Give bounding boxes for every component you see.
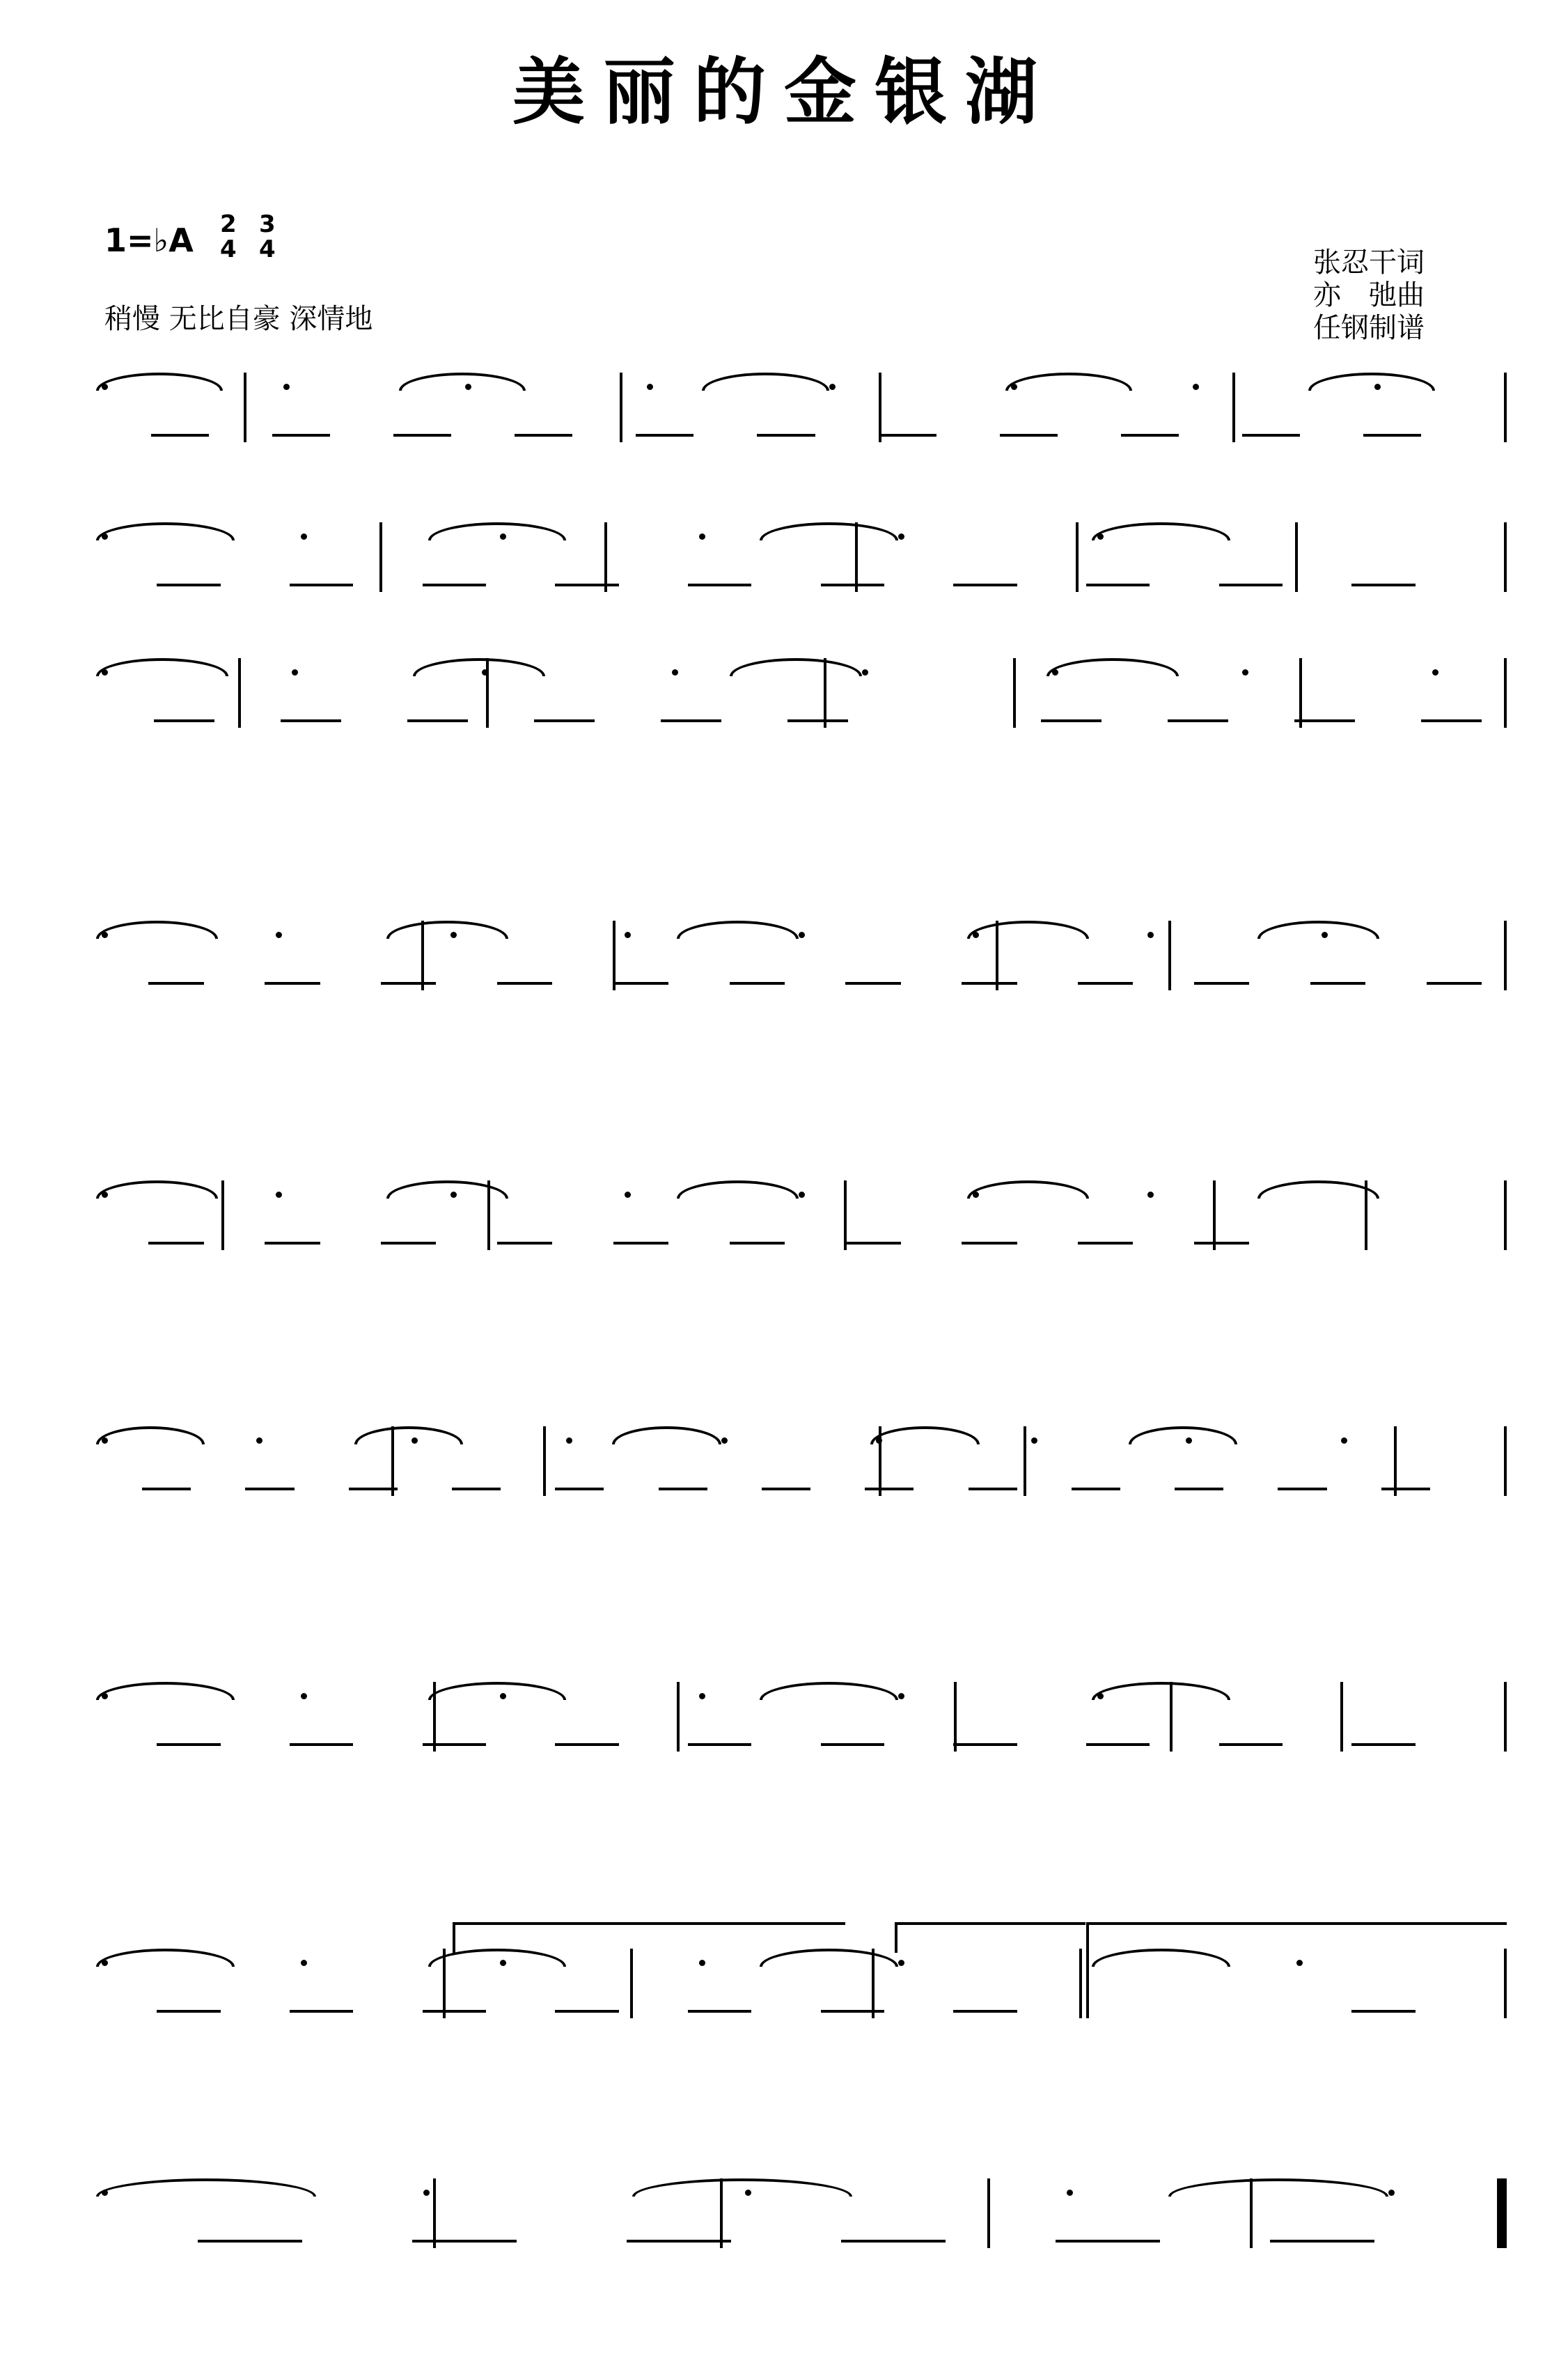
beam-line [953,2010,1017,2013]
barline [844,1180,847,1250]
octave-dot [1031,1437,1037,1444]
beam-line [412,2240,517,2243]
barline [954,1682,957,1752]
beam-line [151,434,209,437]
beam-line [688,584,751,586]
barline [1504,1180,1507,1250]
tie-slur [96,658,228,676]
barline [1170,1682,1173,1752]
beam-line [555,1488,604,1490]
barline [1213,1180,1216,1250]
barline [824,658,826,728]
tie-slur [1168,2178,1388,2197]
beam-line [1086,1743,1150,1746]
octave-dot [1296,1960,1303,1966]
beam-line [555,584,618,586]
barline [1299,658,1302,728]
octave-dot [301,1960,307,1966]
barline [443,1949,446,2018]
composer-credit: 亦 弛曲 [1313,279,1425,311]
barline [879,1426,881,1496]
beam-line [821,1743,884,1746]
octave-dot [1067,2190,1073,2196]
tie-slur [1257,921,1379,939]
barline [613,921,616,990]
tie-slur [96,1949,235,1967]
coda-bracket [1086,1922,1507,1953]
beam-line [1121,434,1179,437]
beam-line [962,1242,1017,1245]
barline [1504,373,1507,442]
beam-line [1078,982,1133,985]
barline [1340,1682,1343,1752]
beam-line [534,719,595,722]
tie-slur [1092,522,1230,540]
time-signature-b [259,212,276,262]
octave-dot [292,669,298,676]
beam-line [407,719,468,722]
barline [433,1682,436,1752]
octave-dot [1147,932,1154,938]
tie-slur [428,522,567,540]
beam-line [762,1488,810,1490]
tie-slur [702,373,829,391]
beam-line [265,982,320,985]
tie-slur [386,921,508,939]
octave-dot [1388,2190,1395,2196]
beam-line [787,719,848,722]
octave-dot [276,932,282,938]
beam-line [613,1242,668,1245]
beam-line [157,584,220,586]
octave-dot [699,1693,705,1699]
tie-slur [96,1426,205,1444]
beam-line [613,982,668,985]
beam-line [1351,1743,1415,1746]
octave-dot [1147,1192,1154,1198]
beam-line [953,584,1017,586]
beam-line [1056,2240,1160,2243]
barline [486,658,489,728]
beam-line [290,584,353,586]
barline [604,522,607,592]
beam-line [349,1488,398,1490]
octave-dot [898,1960,904,1966]
beam-line [381,1242,436,1245]
beam-line [1194,1242,1249,1245]
tie-slur [96,921,218,939]
tie-slur [1005,373,1132,391]
barline [1394,1426,1397,1496]
barline [238,658,241,728]
time-top-b: 3 [259,210,276,238]
beam-line [423,1743,486,1746]
barline [1250,2178,1253,2248]
octave-dot [1242,669,1248,676]
barline [391,1426,394,1496]
barline [1504,522,1507,592]
octave-dot [1432,669,1438,676]
beam-line [290,2010,353,2013]
barline [379,522,382,592]
tie-slur [1129,1426,1237,1444]
barline [987,2178,990,2248]
barline [677,1682,680,1752]
octave-dot [625,932,631,938]
tie-slur [760,1682,898,1700]
beam-line [148,982,203,985]
octave-dot [301,533,307,540]
beam-line [845,1242,900,1245]
beam-line [1168,719,1228,722]
barline [996,921,998,990]
beam-line [659,1488,707,1490]
octave-dot [301,1693,307,1699]
tie-slur [760,522,898,540]
tie-slur [399,373,526,391]
barline [1024,1426,1026,1496]
beam-line [1219,584,1283,586]
barline [872,1949,875,2018]
beam-line [1351,2010,1415,2013]
tie-slur [870,1426,979,1444]
barline [1504,921,1507,990]
beam-line [879,434,936,437]
barline [487,1180,490,1250]
beam-line [1310,982,1365,985]
beam-line [154,719,214,722]
beam-line [515,434,572,437]
beam-line [1086,584,1150,586]
beam-line [148,1242,203,1245]
tie-slur [730,658,862,676]
beam-line [1381,1488,1430,1490]
beam-line [627,2240,731,2243]
barline [1504,658,1507,728]
tie-slur [632,2178,852,2197]
beam-line [953,1743,1017,1746]
arranger-credit: 任钢制谱 [1313,312,1425,344]
beam-line [555,1743,618,1746]
barline [433,2178,436,2248]
time-bottom-a: 4 [220,235,237,263]
barline [1504,1682,1507,1752]
barline [1076,522,1079,592]
barline [1365,1180,1367,1250]
time-top-a: 2 [220,210,237,238]
octave-dot [799,932,805,938]
beam-line [1278,1488,1326,1490]
tie-slur [1046,658,1179,676]
beam-line [1078,1242,1133,1245]
beam-line [142,1488,191,1490]
beam-line [1175,1488,1223,1490]
beam-line [497,1242,552,1245]
key-signature: 1=♭A [104,221,194,259]
octave-dot [283,384,290,390]
beam-line [272,434,330,437]
octave-dot [898,1693,904,1699]
beam-line [381,982,436,985]
beam-line [1294,719,1355,722]
beam-line [1219,1743,1283,1746]
tempo-marking: 稍慢 无比自豪 深情地 [104,303,373,335]
beam-line [1363,434,1421,437]
tie-slur [612,1426,721,1444]
tie-slur [413,658,545,676]
beam-line [423,584,486,586]
beam-line [1072,1488,1120,1490]
tie-slur [967,921,1089,939]
octave-dot [423,2190,430,2196]
octave-dot [699,533,705,540]
tie-slur [96,373,223,391]
octave-dot [699,1960,705,1966]
barline [1086,1949,1089,2018]
barline [221,1180,224,1250]
tie-slur [677,921,799,939]
beam-line [1421,719,1482,722]
barline [1232,373,1235,442]
barline [543,1426,546,1496]
beam-line [1270,2240,1374,2243]
tie-slur [96,1180,218,1199]
beam-line [636,434,693,437]
tie-slur [1308,373,1435,391]
barline [1504,1426,1507,1496]
tie-slur [677,1180,799,1199]
beam-line [841,2240,946,2243]
time-signature-a [220,212,237,262]
octave-dot [566,1437,572,1444]
beam-line [1242,434,1300,437]
volta-1-bracket [453,1922,845,1953]
beam-line [497,982,552,985]
beam-line [1194,982,1249,985]
barline [244,373,246,442]
time-bottom-b: 4 [259,235,276,263]
beam-line [555,2010,618,2013]
octave-dot [898,533,904,540]
octave-dot [1193,384,1199,390]
beam-line [845,982,900,985]
beam-line [969,1488,1017,1490]
octave-dot [721,1437,728,1444]
barline [1504,1949,1507,2018]
octave-dot [672,669,678,676]
octave-dot [256,1437,262,1444]
octave-dot [276,1192,282,1198]
beam-line [265,1242,320,1245]
barline [855,522,858,592]
beam-line [157,2010,220,2013]
barline [620,373,622,442]
lyricist-credit: 张忍干词 [1313,247,1425,279]
tie-slur [1257,1180,1379,1199]
barline [1079,1949,1082,2018]
beam-line [452,1488,501,1490]
beam-line [730,1242,785,1245]
tie-slur [967,1180,1089,1199]
beam-line [198,2240,302,2243]
beam-line [730,982,785,985]
beam-line [1427,982,1482,985]
octave-dot [799,1192,805,1198]
beam-line [245,1488,294,1490]
beam-line [821,2010,884,2013]
beam-line [688,2010,751,2013]
beam-line [757,434,815,437]
octave-dot [829,384,836,390]
tie-slur [428,1682,567,1700]
beam-line [423,2010,486,2013]
beam-line [688,1743,751,1746]
octave-dot [862,669,868,676]
octave-dot [647,384,653,390]
page-title: 美丽的金银湖 [512,49,1056,134]
octave-dot [1341,1437,1347,1444]
beam-line [661,719,721,722]
beam-line [393,434,451,437]
barline [879,373,881,442]
beam-line [157,1743,220,1746]
barline [1295,522,1298,592]
barline [421,921,424,990]
beam-line [865,1488,914,1490]
beam-line [1000,434,1058,437]
final-barline [1500,2178,1505,2248]
tie-slur [1092,1682,1230,1700]
beam-line [821,584,884,586]
volta-2-bracket [895,1922,1085,1953]
barline [1013,658,1016,728]
beam-line [962,982,1017,985]
beam-line [1351,584,1415,586]
tie-slur [96,2178,316,2197]
tie-slur [96,522,235,540]
beam-line [1041,719,1101,722]
barline [720,2178,723,2248]
beam-line [290,1743,353,1746]
tie-slur [354,1426,463,1444]
octave-dot [625,1192,631,1198]
tie-slur [96,1682,235,1700]
barline [630,1949,633,2018]
barline [1168,921,1171,990]
beam-line [281,719,341,722]
